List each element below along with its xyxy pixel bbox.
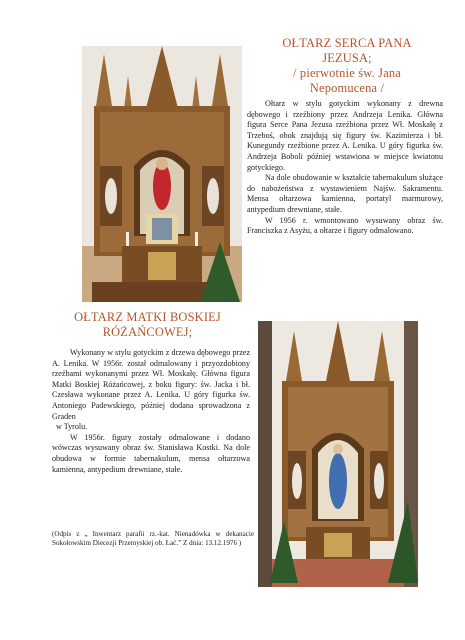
altar-illustration-2 [258,321,418,587]
title2-line-1: OŁTARZ MATKI BOSKIEJ [74,310,221,324]
paragraph: w Tyrolu. [56,422,88,432]
altar-rosary-photo [258,321,418,587]
altar-illustration-1 [82,46,242,302]
title1-line-1: OŁTARZ SERCA PANA [282,36,412,50]
paragraph: Wykonany w stylu gotyckim z drzewa dębowego przez A. Lenika. W 1956r. został odmalowany i przyozdobiony rzeźbami wykonanymi przez Wł. Moskałę. Główna figura Matki Boskiej Różańcowej, z boku figury: św. Jacka i bł. Czesława wykonane przez A. Lenika. U góry figurka św. Antoniego Padewskiego, później dodana sprowadzona z Graden [52,348,250,421]
section-title-rosary [60,310,235,340]
paragraph: Na dole obudowanie w kształcie tabernakulum służące do nabożeństwa z wystawieniem Najśw. Sakramentu. Mensa ołtarzowa kamienna, portatyl marmurowy, antypedium drewniane, stałe. [247,173,443,214]
source-footnote: (Odpis z „ Inwentarz parafii rz.-kat. Nienadówka w dekanacie Sokołowskim Diecezji Przemyskiej ob. Łać.” Z dnia: 13.12.1976 ) [52,530,254,548]
paragraph: W 1956 r. wmontowano wysuwany obraz św. Franciszka z Asyżu, a ołtarze i figury odmalowano. [247,215,443,236]
section-body-sacred-heart [247,99,443,237]
paragraph: W 1956r. figury zostały odmalowane i dodano wówczas wysuwany obraz św. Stanisława Kostki. Na dole obudowa w formie tabernakulum, mensa ołtarzowa kamienna, antypedium drewniane, stałe. [52,432,250,474]
section-title-sacred-heart [252,36,442,96]
altar-sacred-heart-photo [82,46,242,302]
section-body-rosary [52,348,250,475]
title2-line-2: RÓŻAŃCOWEJ; [102,325,193,339]
paragraph: Ołtarz w stylu gotyckim wykonany z drewna dębowego i rzeźbiony przez Andrzeja Lenika. Główna figura Serce Pana Jezusa rzeźbiona przez Wł. Moskałę z Trzeboś, obok znajdują się figury św. Kazimierza i bł. Kunegundy rzeźbione przez A. Lenika. U góry figurka św. Andrzeja Boboli później wstawiona w miejsce kwiatonu gotyckiego. [247,99,443,172]
title1-line-2: JEZUSA; [322,51,372,65]
title1-line-4: Nepomucena / [309,81,385,95]
title1-line-3: / pierwotnie św. Jana [292,66,401,80]
